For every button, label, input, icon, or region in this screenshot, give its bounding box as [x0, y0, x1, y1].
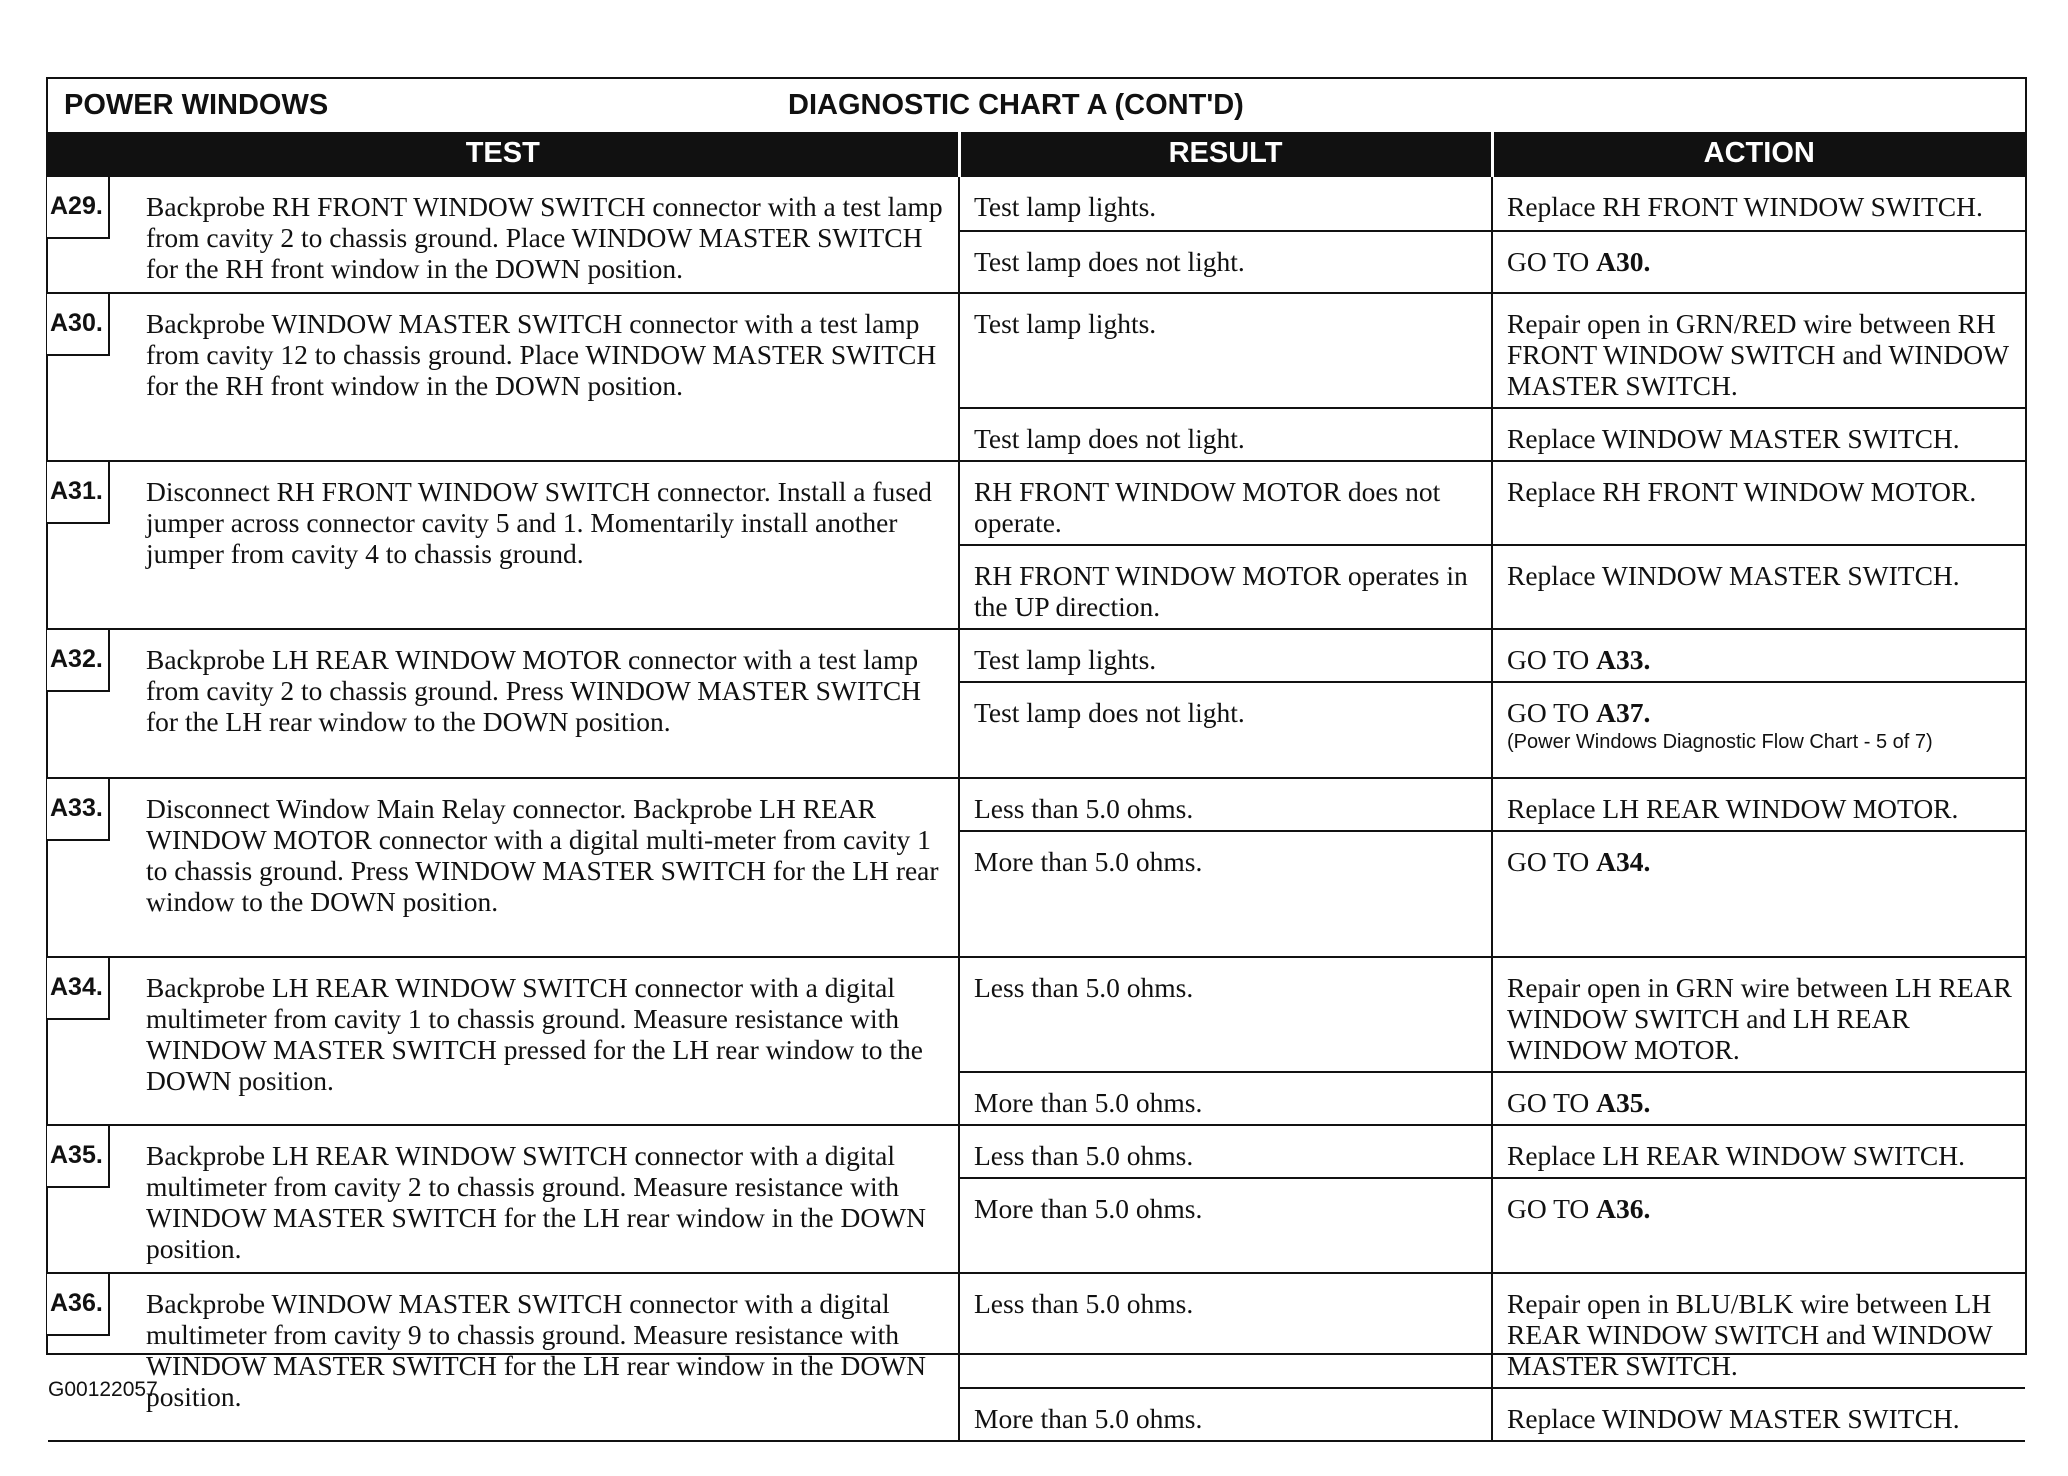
column-header-row: [48, 132, 2025, 176]
test-cell: [48, 461, 959, 629]
action-text: GO TO A30.: [1507, 245, 1651, 277]
result-cell: [959, 1388, 1492, 1441]
result-text: More than 5.0 ohms.: [974, 1087, 1203, 1118]
table-row: [48, 461, 2025, 545]
result-cell: [959, 176, 1492, 231]
action-cell: [1492, 778, 2025, 831]
result-cell: [959, 1072, 1492, 1125]
action-text: GO TO A35.: [1507, 1087, 1651, 1118]
result-cell: [959, 231, 1492, 293]
result-text: Test lamp does not light.: [974, 423, 1245, 454]
result-text: Test lamp lights.: [974, 644, 1157, 675]
test-instructions: Backprobe WINDOW MASTER SWITCH connector with a digital multimeter from cavity 9 to chassis ground. Measure resistance with WINDOW MASTER SWITCH for the LH rear window in the DOWN position.: [146, 1288, 927, 1412]
figure-id: G00122057: [48, 1378, 158, 1401]
result-text: Test lamp does not light.: [974, 245, 1245, 277]
result-text: Less than 5.0 ohms.: [974, 1140, 1194, 1171]
table-row: [48, 1125, 2025, 1178]
result-text: RH FRONT WINDOW MOTOR operates in the UP direction.: [974, 560, 1468, 622]
action-text: Replace LH REAR WINDOW MOTOR.: [1507, 793, 1959, 824]
result-cell: [959, 461, 1492, 545]
action-cell: [1492, 831, 2025, 957]
test-instructions: Backprobe WINDOW MASTER SWITCH connector with a test lamp from cavity 12 to chassis ground. Place WINDOW MASTER SWITCH for the RH front window in the DOWN position.: [146, 308, 937, 401]
step-id: A30.: [47, 294, 110, 356]
test-instructions: Backprobe LH REAR WINDOW SWITCH connector with a digital multimeter from cavity 2 to chassis ground. Measure resistance with WINDOW MASTER SWITCH for the LH rear window in the DOWN position.: [146, 1140, 927, 1264]
result-cell: [959, 1273, 1492, 1388]
chart-title-bar: [48, 79, 2025, 132]
action-cell: [1492, 1125, 2025, 1178]
action-text: Repair open in GRN wire between LH REAR WINDOW SWITCH and LH REAR WINDOW MOTOR.: [1507, 972, 2012, 1065]
result-cell: [959, 408, 1492, 461]
result-cell: [959, 629, 1492, 682]
action-cell: [1492, 1388, 2025, 1441]
result-text: Test lamp lights.: [974, 191, 1157, 222]
result-text: More than 5.0 ohms.: [974, 1193, 1203, 1224]
action-cell: [1492, 231, 2025, 293]
test-instructions: Disconnect Window Main Relay connector. Backprobe LH REAR WINDOW MOTOR connector with a digital multi-meter from cavity 1 to chassis ground. Press WINDOW MASTER SWITCH for the LH rear window to the DOWN position.: [146, 793, 939, 917]
action-text: GO TO A33.: [1507, 644, 1651, 675]
action-text: Repair open in BLU/BLK wire between LH REAR WINDOW SWITCH and WINDOW MASTER SWITCH.: [1507, 1288, 1993, 1381]
action-cell: [1492, 293, 2025, 408]
step-id: A34.: [47, 958, 110, 1020]
chart-title: DIAGNOSTIC CHART A (CONT'D): [788, 89, 1244, 121]
action-cell: [1492, 629, 2025, 682]
action-cell: [1492, 408, 2025, 461]
action-text: Replace RH FRONT WINDOW SWITCH.: [1507, 191, 1983, 222]
table-row: [48, 957, 2025, 1072]
table-row: [48, 629, 2025, 682]
table-row: [48, 293, 2025, 408]
step-id: A33.: [47, 779, 110, 841]
column-header-action: ACTION: [1492, 132, 2025, 176]
result-text: Test lamp lights.: [974, 308, 1157, 339]
test-instructions: Backprobe LH REAR WINDOW MOTOR connector with a test lamp from cavity 2 to chassis ground. Press WINDOW MASTER SWITCH for the LH rear window to the DOWN position.: [146, 644, 922, 737]
action-text: Replace WINDOW MASTER SWITCH.: [1507, 423, 1960, 454]
action-text: GO TO A37. (Power Windows Diagnostic Flow Chart - 5 of 7): [1493, 683, 2025, 760]
test-cell: [48, 1125, 959, 1273]
test-instructions: Disconnect RH FRONT WINDOW SWITCH connector. Install a fused jumper across connector cavity 5 and 1. Momentarily install another jumper from cavity 4 to chassis ground.: [146, 476, 932, 569]
step-id: A29.: [47, 177, 110, 239]
step-id: A31.: [47, 462, 110, 524]
action-cell: [1492, 1178, 2025, 1273]
test-cell: [48, 778, 959, 957]
column-header-result: RESULT: [959, 132, 1492, 176]
result-text: Less than 5.0 ohms.: [974, 1288, 1194, 1319]
result-cell: [959, 293, 1492, 408]
action-cell: [1492, 545, 2025, 629]
result-text: More than 5.0 ohms.: [974, 1403, 1203, 1434]
section-title: POWER WINDOWS: [64, 89, 329, 121]
result-cell: [959, 682, 1492, 778]
action-cell: [1492, 682, 2025, 778]
result-cell: [959, 1125, 1492, 1178]
test-cell: [48, 1273, 959, 1441]
result-text: Less than 5.0 ohms.: [974, 793, 1194, 824]
result-text: Test lamp does not light.: [974, 697, 1245, 728]
action-cell: [1492, 1273, 2025, 1388]
result-cell: [959, 957, 1492, 1072]
step-id: A35.: [47, 1126, 110, 1188]
test-instructions: Backprobe RH FRONT WINDOW SWITCH connector with a test lamp from cavity 2 to chassis ground. Place WINDOW MASTER SWITCH for the RH front window in the DOWN position.: [146, 191, 943, 284]
action-cell: [1492, 461, 2025, 545]
test-cell: [48, 957, 959, 1125]
action-text: GO TO A34.: [1507, 846, 1651, 877]
step-id: A32.: [47, 630, 110, 692]
table-row: [48, 176, 2025, 231]
result-text: RH FRONT WINDOW MOTOR does not operate.: [974, 476, 1441, 538]
test-instructions: Backprobe LH REAR WINDOW SWITCH connector with a digital multimeter from cavity 1 to chassis ground. Measure resistance with WINDOW MASTER SWITCH pressed for the LH rear window to the DOWN position.: [146, 972, 923, 1096]
result-text: Less than 5.0 ohms.: [974, 972, 1194, 1003]
test-cell: [48, 176, 959, 293]
action-text: GO TO A36.: [1507, 1193, 1651, 1224]
action-cell: [1492, 176, 2025, 231]
action-cell: [1492, 1072, 2025, 1125]
action-note: (Power Windows Diagnostic Flow Chart - 5 of 7): [1507, 731, 1933, 753]
column-header-test: TEST: [48, 132, 959, 176]
test-cell: [48, 629, 959, 778]
result-cell: [959, 1178, 1492, 1273]
result-cell: [959, 545, 1492, 629]
table-row: [48, 778, 2025, 831]
action-text: Replace WINDOW MASTER SWITCH.: [1507, 560, 1960, 591]
result-cell: [959, 831, 1492, 957]
action-text: Replace RH FRONT WINDOW MOTOR.: [1507, 476, 1977, 507]
action-text: Replace WINDOW MASTER SWITCH.: [1507, 1403, 1960, 1434]
action-cell: [1492, 957, 2025, 1072]
action-text: Replace LH REAR WINDOW SWITCH.: [1507, 1140, 1965, 1171]
action-text: Repair open in GRN/RED wire between RH FRONT WINDOW SWITCH and WINDOW MASTER SWITCH.: [1507, 308, 2009, 401]
step-id: A36.: [47, 1274, 110, 1336]
table-row: [48, 1273, 2025, 1388]
result-text: More than 5.0 ohms.: [974, 846, 1203, 877]
test-cell: [48, 293, 959, 461]
result-cell: [959, 778, 1492, 831]
diagnostic-table: [48, 132, 2025, 1442]
